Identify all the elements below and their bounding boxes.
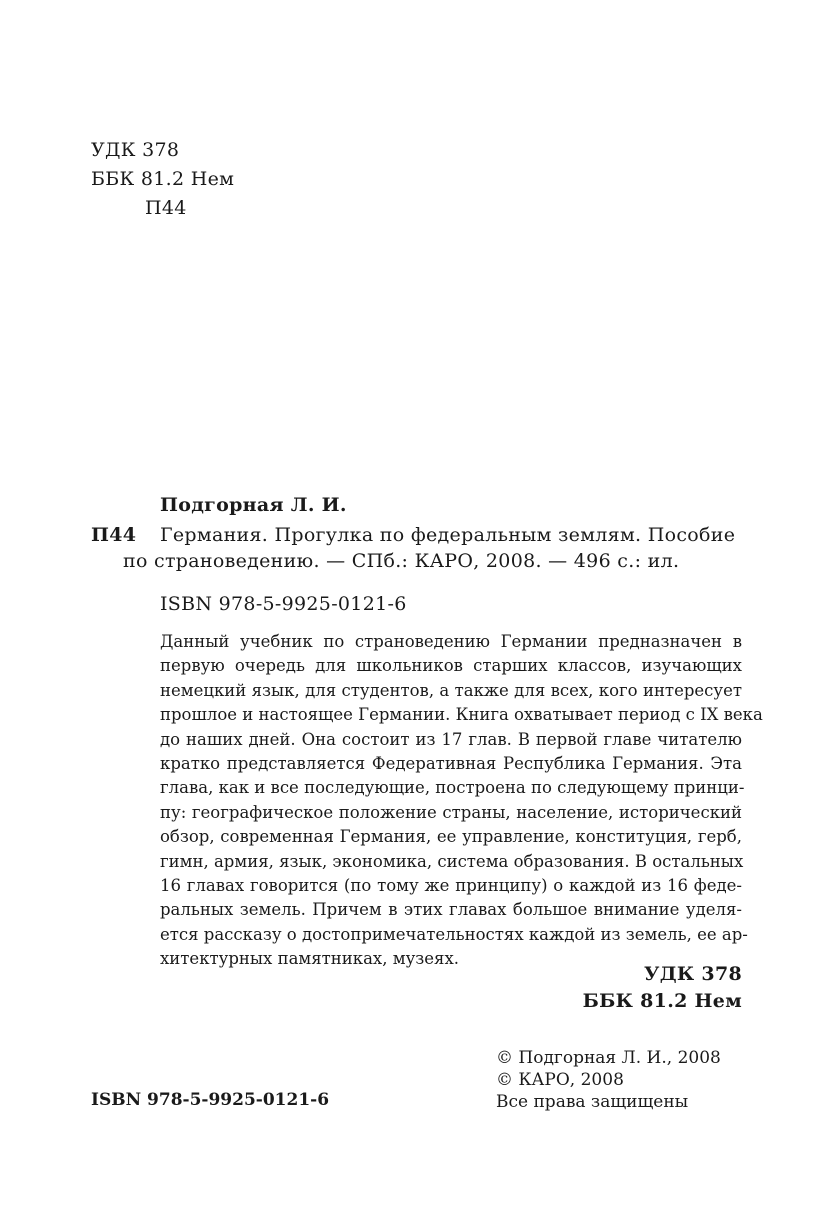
- annotation-line: пу: географическое положение страны, население, исторический: [160, 802, 742, 822]
- bottom-isbn: ISBN 978-5-9925-0121-6: [91, 1090, 330, 1110]
- annotation-line: глава, как и все последующие, построена по следующему принци-: [160, 778, 745, 798]
- top-bbk: ББК 81.2 Нем: [91, 168, 235, 190]
- annotation-line: до наших дней. Она состоит из 17 глав. В первой главе читателю: [160, 729, 742, 749]
- annotation-line: хитектурных памятниках, музеях.: [160, 949, 459, 969]
- bottom-udk: УДК 378: [644, 963, 742, 985]
- bottom-bbk: ББК 81.2 Нем: [582, 990, 742, 1012]
- annotation-line: первую очередь для школьников старших классов, изучающих: [160, 656, 742, 676]
- copyright-publisher: © КАРО, 2008: [496, 1070, 624, 1090]
- annotation: [160, 630, 763, 972]
- annotation-line: обзор, современная Германия, ее управление, конституция, герб,: [160, 827, 742, 847]
- copyright-rights: Все права защищены: [496, 1092, 689, 1112]
- annotation-line: ральных земель. Причем в этих главах большое внимание уделя-: [160, 900, 742, 920]
- copyright-author: © Подгорная Л. И., 2008: [496, 1048, 721, 1068]
- annotation-line: прошлое и настоящее Германии. Книга охватывает период с IX века: [160, 705, 763, 725]
- top-author-mark: П44: [145, 197, 187, 219]
- annotation-line: кратко представляется Федеративная Республика Германия. Эта: [160, 754, 742, 774]
- annotation-line: гимн, армия, язык, экономика, система образования. В остальных: [160, 851, 744, 871]
- card-title-line2: по страноведению. — СПб.: КАРО, 2008. — 496 с.: ил.: [123, 550, 680, 572]
- annotation-line: 16 главах говорится (по тому же принципу) о каждой из 16 феде-: [160, 876, 742, 896]
- top-udk: УДК 378: [91, 139, 180, 161]
- annotation-line: немецкий язык, для студентов, а также для всех, кого интересует: [160, 680, 742, 700]
- card-isbn: ISBN 978-5-9925-0121-6: [160, 593, 407, 615]
- card-title-line1: Германия. Прогулка по федеральным землям. Пособие: [160, 524, 736, 546]
- annotation-line: Данный учебник по страноведению Германии предназначен в: [160, 632, 742, 651]
- card-author: Подгорная Л. И.: [160, 494, 347, 516]
- card-mark: П44: [91, 524, 137, 546]
- annotation-line: ется рассказу о достопримечательностях каждой из земель, ее ар-: [160, 924, 748, 944]
